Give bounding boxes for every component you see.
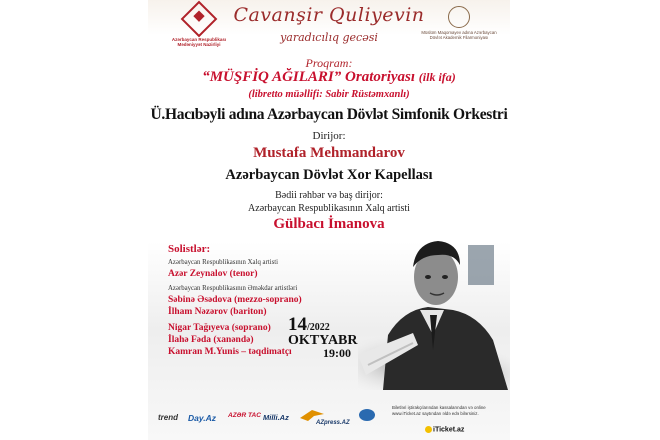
- iticket-logo: [425, 426, 464, 433]
- director-name: Gülbacı İmanova: [273, 216, 385, 232]
- iticket-label: iTicket.az: [433, 426, 465, 434]
- director-label: Bədii rəhbər və baş dirijor:: [275, 190, 383, 201]
- event-month: OKTYABR: [288, 333, 358, 348]
- ticket-info-text: Biletləri iştirakçılarından kassalarından və online www.iTicket.az saytından əldə edə bilərsiniz.: [392, 405, 486, 416]
- conductor-label: Dirijor:: [312, 130, 346, 142]
- libretto-credit: (librettо müəllifi: Sabir Rüstəmxanlı): [248, 89, 410, 100]
- director-title: Azərbaycan Respublikasının Xalq artisti: [248, 203, 410, 214]
- orchestra-name: Ü.Hacıbəyli adına Azərbaycan Dövlət Simfonik Orkestri: [150, 106, 508, 123]
- soloist-rank: Azərbaycan Respublikasının Əməkdar artistləri: [168, 285, 298, 292]
- oratorio-premiere-note: (ilk ifa): [418, 70, 456, 84]
- choir-name: Azərbaycan Dövlət Xor Kapellası: [225, 167, 433, 183]
- oratorio-title: “MÜŞFİQ AĞILARI” Oratoriyası: [202, 69, 416, 85]
- sponsor-badge-icon: [358, 408, 376, 422]
- soloist-name: Nigar Tağıyeva (soprano): [168, 323, 271, 333]
- sponsor-logo-dayaz: Day.Az: [188, 413, 217, 423]
- event-time: 19:00: [323, 346, 351, 360]
- soloist-rank: Azərbaycan Respublikasının Xalq artisti: [168, 259, 279, 266]
- soloist-name: İlham Nəzərov (bariton): [168, 307, 267, 317]
- soloist-name: İlahə Fəda (xanəndə): [168, 335, 254, 345]
- soloist-name: Səbinə Əsədova (mezzo-soprano): [168, 295, 302, 305]
- sponsor-logo-milliaz: Milli.Az: [263, 413, 289, 422]
- ministry-logo-text: Azərbaycan Respublikası Mədəniyyət Nazirliyi: [171, 37, 227, 48]
- program-label: Proqram:: [305, 56, 353, 70]
- soloists-header: Solistlər:: [168, 243, 211, 255]
- presenter-name: Kamran M.Yunis – təqdimatçı: [168, 347, 292, 357]
- conductor-name: Mustafa Mehmandarov: [253, 145, 405, 161]
- event-year: /2022: [307, 322, 330, 333]
- oratorio-line: [148, 69, 510, 86]
- event-day: 14: [288, 314, 307, 335]
- sponsor-logo-azertac: AZƏR TAC: [228, 412, 261, 419]
- sponsor-logo-azpress: AZpress.AZ: [316, 420, 350, 426]
- philharmonic-logo-text: Müslüm Maqomayev adına Azərbaycan Dövlət Akademik Filarmoniyası: [421, 30, 497, 41]
- concert-poster: [148, 0, 510, 440]
- ticket-icon: [425, 426, 432, 433]
- poster-subtitle: yaradıcılıq gecəsi: [280, 31, 378, 44]
- sponsor-logo-trend: trend: [158, 413, 178, 422]
- poster-title: Cavanşir Quliyevin: [233, 4, 425, 26]
- soloist-name: Azər Zeynalov (tenor): [168, 269, 258, 279]
